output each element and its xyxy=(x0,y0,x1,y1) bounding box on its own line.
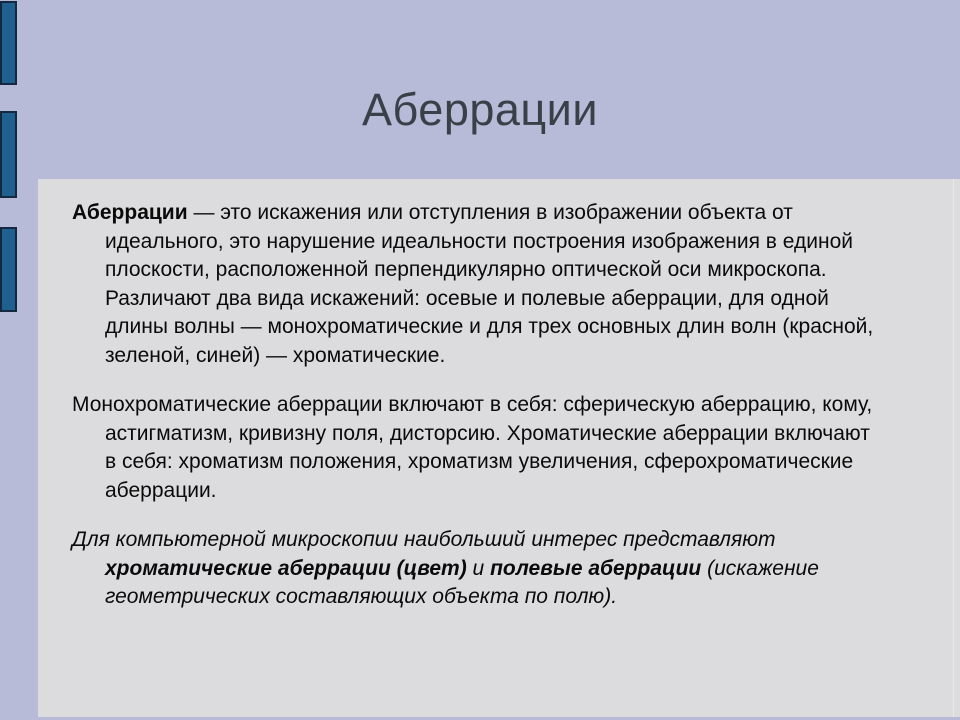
text-line: идеального, это нарушение идеальности построения изображения в единой xyxy=(105,229,853,253)
slide-body-text xyxy=(72,199,932,612)
text-run: — это искажения или отступления в изображении объекта от xyxy=(187,201,793,224)
text-line xyxy=(72,555,932,584)
text-line: зеленой, синей) — хроматические. xyxy=(105,343,446,367)
bold-term-field-aberrations: полевые аберрации xyxy=(490,556,702,580)
bold-term-aberrations: Аберрации xyxy=(72,201,188,224)
text-line: в себя: хроматизм положения, хроматизм увеличения, сферохроматические xyxy=(105,450,854,473)
text-line: астигматизм, кривизну поля, дисторсию. Хроматические аберрации включают xyxy=(105,421,870,445)
paragraph-aberrations-definition xyxy=(72,199,932,370)
paragraph-computer-microscopy xyxy=(72,526,932,612)
text-line xyxy=(72,199,932,228)
text-line: Монохроматические аберрации включают в себя: сферическую аберрацию, кому, xyxy=(72,393,873,416)
text-line: плоскости, расположенной перпендикулярно оптической оси микроскопа. xyxy=(105,258,827,281)
text-line: аберрации. xyxy=(105,478,217,502)
text-line: геометрических составляющих объекта по полю). xyxy=(105,585,618,608)
text-line: Различают два вида искажений: осевые и полевые аберрации, для одной xyxy=(105,286,829,310)
slide-title: Аберрации xyxy=(362,84,598,135)
left-accent-bar-1 xyxy=(0,1,17,85)
text-line: Для компьютерной микроскопии наибольший интерес представляют xyxy=(72,528,776,551)
text-run: и xyxy=(466,556,491,580)
bold-term-chromatic-aberrations: хроматические аберрации (цвет) xyxy=(105,556,467,580)
left-accent-bar-3 xyxy=(0,227,17,312)
paragraph-monochromatic-aberrations xyxy=(72,391,932,505)
text-line: длины волны — монохроматические и для трех основных длин волн (красной, xyxy=(105,315,874,338)
text-run: (искажение xyxy=(701,556,819,580)
